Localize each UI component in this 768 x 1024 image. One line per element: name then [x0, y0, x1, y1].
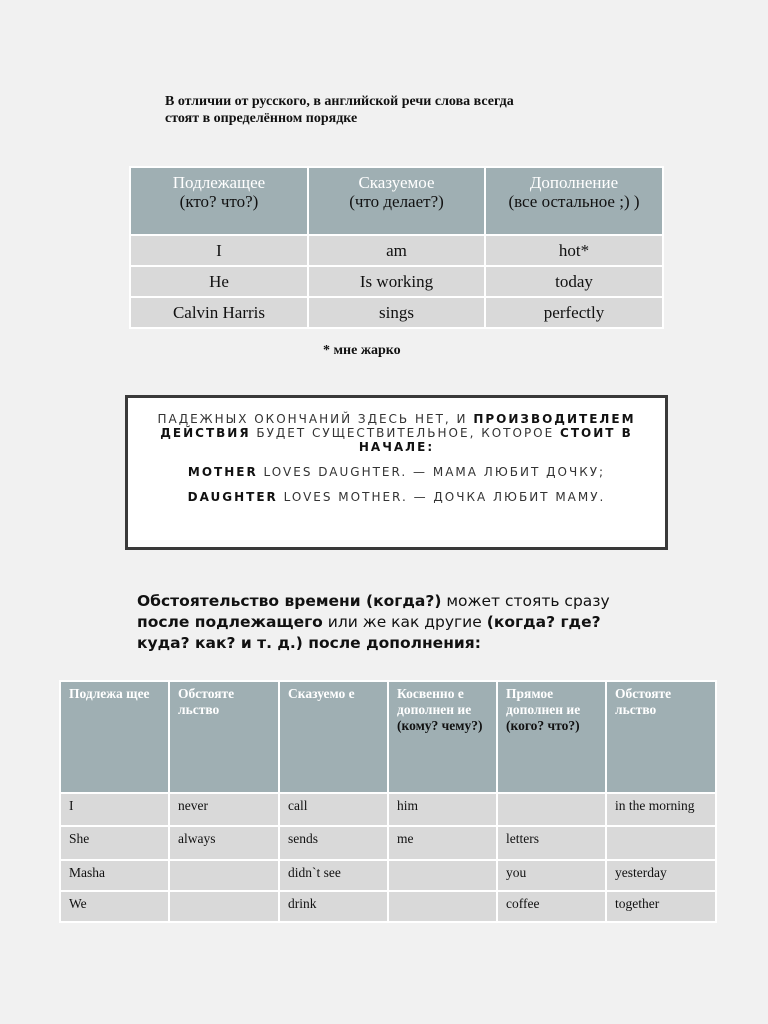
table-cell: you — [497, 860, 606, 891]
header-adverbial — [606, 681, 716, 793]
header-text: Подлежа щее — [69, 686, 150, 701]
header-object — [485, 167, 663, 235]
header-adverbial — [169, 681, 279, 793]
header-indirect-object — [388, 681, 497, 793]
table-cell: yesterday — [606, 860, 716, 891]
table-header-row — [130, 167, 663, 235]
table-cell: me — [388, 826, 497, 860]
table-cell: I — [130, 235, 308, 266]
table-cell — [606, 826, 716, 860]
case-endings-note-box — [125, 395, 668, 550]
header-text: Прямое дополнен ие — [506, 686, 581, 717]
table-cell: always — [169, 826, 279, 860]
table-row — [130, 235, 663, 266]
table-cell: him — [388, 793, 497, 826]
box-paragraph-2 — [148, 465, 645, 479]
table-row — [60, 891, 716, 922]
table-cell: didn`t see — [279, 860, 388, 891]
header-text: Обстояте льство — [615, 686, 672, 717]
box-bold-text: СТОИТ В НАЧАЛЕ: — [358, 426, 633, 454]
header-sub: (кто? что?) — [179, 192, 259, 211]
text-phrase: или же как другие — [322, 613, 487, 631]
header-sub: (что делает?) — [349, 192, 444, 211]
table-row — [60, 793, 716, 826]
bold-phrase: после подлежащего — [137, 613, 323, 631]
table-cell — [388, 860, 497, 891]
table-row — [60, 826, 716, 860]
intro-text — [165, 93, 665, 127]
box-text: LOVES DAUGHTER. — МАМА ЛЮБИТ ДОЧКУ; — [263, 465, 606, 479]
table-cell: We — [60, 891, 169, 922]
sentence-parts-table — [59, 680, 717, 923]
header-title: Подлежащее — [172, 173, 266, 192]
table-cell: He — [130, 266, 308, 297]
word-order-table — [129, 166, 664, 329]
table-row — [60, 860, 716, 891]
bold-phrase: (когда? где? куда? как? и т. д.) после дополнения: — [137, 613, 601, 652]
box-text: LOVES MOTHER. — ДОЧКА ЛЮБИТ МАМУ. — [283, 490, 606, 504]
header-title: Сказуемое — [358, 173, 435, 192]
table-cell — [169, 860, 279, 891]
table-cell: coffee — [497, 891, 606, 922]
intro-line-1: В отличии от русского, в английской речи слова всегда — [165, 94, 514, 109]
table-cell: together — [606, 891, 716, 922]
footnote: * мне жарко — [323, 343, 401, 358]
table-row — [130, 297, 663, 328]
intro-line-2: стоят в определённом порядке — [165, 111, 358, 126]
table-cell: in the morning — [606, 793, 716, 826]
table-cell: call — [279, 793, 388, 826]
table-cell: Calvin Harris — [130, 297, 308, 328]
table-cell: sends — [279, 826, 388, 860]
header-title: Дополнение — [529, 173, 619, 192]
box-bold-text: DAUGHTER — [187, 490, 278, 504]
table-cell: drink — [279, 891, 388, 922]
table-cell: today — [485, 266, 663, 297]
table-cell: sings — [308, 297, 485, 328]
table-cell — [388, 891, 497, 922]
box-bold-text: ПРОИЗВОДИТЕЛЕМ ДЕЙСТВИЯ — [160, 412, 636, 440]
header-sub: (все остальное ;) ) — [508, 192, 640, 211]
table-header-row — [60, 681, 716, 793]
header-direct-object — [497, 681, 606, 793]
table-cell: Masha — [60, 860, 169, 891]
header-question: (кому? чему?) — [397, 718, 483, 733]
table-cell — [497, 793, 606, 826]
header-text: Косвенно е дополнен ие — [397, 686, 472, 717]
table-row — [130, 266, 663, 297]
header-text: Сказуемо е — [288, 686, 355, 701]
header-subject — [130, 167, 308, 235]
table-cell: Is working — [308, 266, 485, 297]
box-bold-text: MOTHER — [187, 465, 258, 479]
table-cell: She — [60, 826, 169, 860]
table-cell: never — [169, 793, 279, 826]
text-phrase: может стоять сразу — [441, 592, 610, 610]
table-cell: am — [308, 235, 485, 266]
header-question: (кого? что?) — [506, 718, 580, 733]
table-cell: letters — [497, 826, 606, 860]
box-text: БУДЕТ СУЩЕСТВИТЕЛЬНОЕ, КОТОРОЕ — [256, 426, 555, 440]
table-cell: hot* — [485, 235, 663, 266]
header-subject — [60, 681, 169, 793]
box-text: ПАДЕЖНЫХ ОКОНЧАНИЙ ЗДЕСЬ НЕТ, И — [157, 412, 468, 426]
header-text: Обстояте льство — [178, 686, 235, 717]
table-cell: I — [60, 793, 169, 826]
time-adverbial-paragraph — [137, 591, 657, 654]
box-paragraph-3 — [148, 490, 645, 504]
header-predicate — [279, 681, 388, 793]
bold-phrase: Обстоятельство времени (когда?) — [137, 592, 442, 610]
header-predicate — [308, 167, 485, 235]
box-paragraph-1 — [148, 412, 645, 454]
table-cell — [169, 891, 279, 922]
table-cell: perfectly — [485, 297, 663, 328]
